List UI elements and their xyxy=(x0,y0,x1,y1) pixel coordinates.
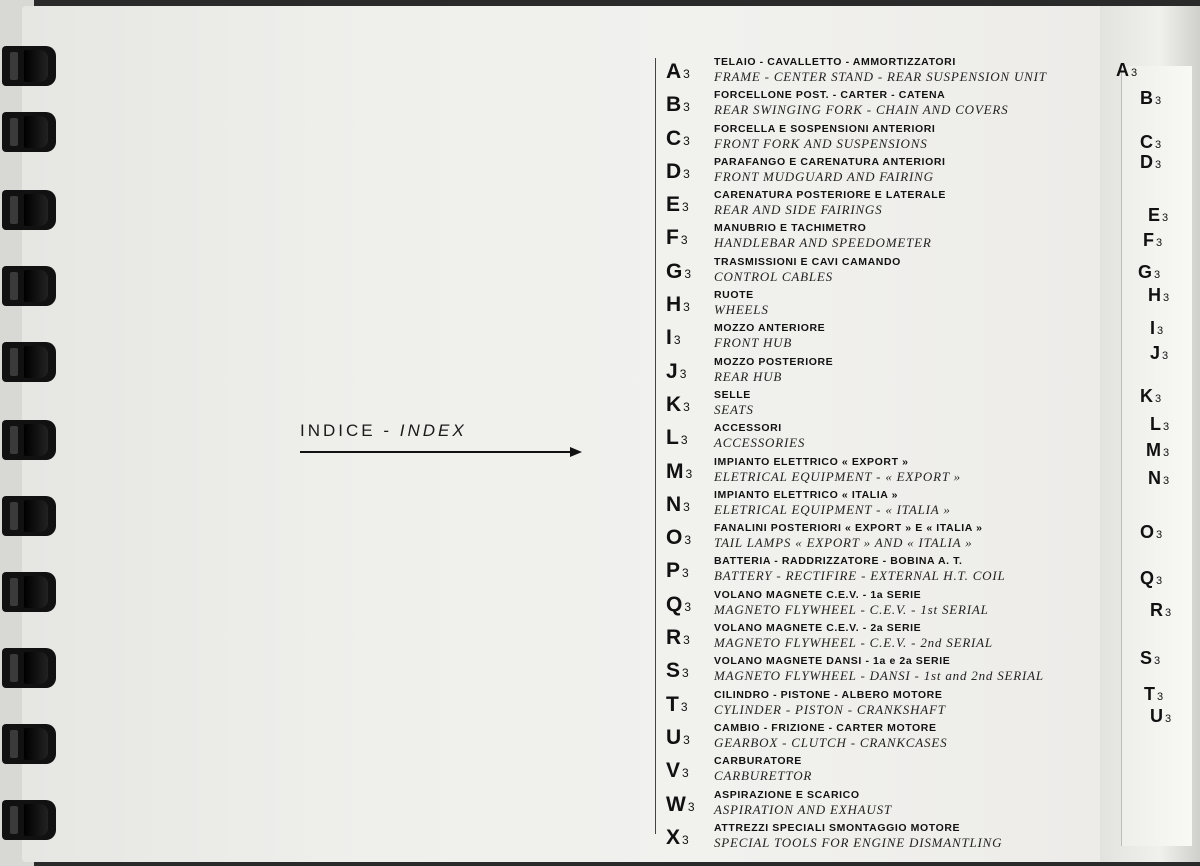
entry-title-italian: TRASMISSIONI E CAVI CAMANDO xyxy=(714,255,901,268)
section-tab[interactable] xyxy=(1143,230,1162,251)
index-entry[interactable] xyxy=(664,555,1104,588)
section-tab-letter: L xyxy=(1150,414,1161,434)
section-letter-text: E xyxy=(666,193,681,217)
section-tab-letter: K xyxy=(1140,386,1153,406)
binding-ring xyxy=(2,572,56,612)
section-number: 3 xyxy=(683,67,690,81)
index-title xyxy=(300,421,467,441)
entry-title-english: GEARBOX - CLUTCH - CRANKCASES xyxy=(714,734,948,750)
section-tab[interactable] xyxy=(1150,706,1171,727)
section-tab-letter: R xyxy=(1150,600,1163,620)
index-entry[interactable] xyxy=(664,322,1104,355)
section-letter-text: G xyxy=(666,259,683,283)
binding-ring xyxy=(2,266,56,306)
entry-title-english: REAR HUB xyxy=(714,368,783,384)
section-letter xyxy=(666,626,690,650)
entry-title-italian: CARENATURA POSTERIORE E LATERALE xyxy=(714,189,946,202)
section-letter xyxy=(666,293,690,317)
arrow-right-icon xyxy=(300,444,584,460)
index-entry[interactable] xyxy=(664,722,1104,755)
section-tab-number: 3 xyxy=(1131,67,1138,79)
section-tab[interactable] xyxy=(1138,262,1160,283)
section-letter-text: B xyxy=(666,93,682,117)
section-number: 3 xyxy=(683,633,690,648)
entry-title-italian: VOLANO MAGNETE C.E.V. - 2a SERIE xyxy=(714,622,922,635)
section-letter-text: C xyxy=(666,126,682,150)
index-title-sep: - xyxy=(375,421,400,440)
section-tab-number: 3 xyxy=(1163,475,1170,487)
section-number: 3 xyxy=(684,533,692,548)
section-tab[interactable] xyxy=(1140,648,1160,669)
entry-title-italian: MOZZO POSTERIORE xyxy=(714,355,834,368)
section-letter-text: N xyxy=(666,492,682,516)
entry-title-english: MAGNETO FLYWHEEL - C.E.V. - 2nd SERIAL xyxy=(714,635,993,651)
entry-title-english: FRONT FORK AND SUSPENSIONS xyxy=(714,135,928,151)
section-letter-text: W xyxy=(666,792,686,816)
section-number: 3 xyxy=(683,166,690,181)
section-number: 3 xyxy=(680,233,688,248)
entry-title-english: ACCESSORIES xyxy=(714,435,806,451)
section-tab-letter: O xyxy=(1140,522,1155,542)
entry-title-italian: CILINDRO - PISTONE - ALBERO MOTORE xyxy=(714,688,943,701)
section-letter xyxy=(666,160,690,184)
index-entry[interactable] xyxy=(664,689,1104,722)
binding-ring xyxy=(2,800,56,840)
entry-title-italian: VOLANO MAGNETE DANSI - 1a e 2a SERIE xyxy=(714,655,951,668)
section-letter-text: X xyxy=(666,825,681,849)
section-tab[interactable] xyxy=(1140,152,1161,173)
section-tab[interactable] xyxy=(1148,468,1169,489)
binding-ring xyxy=(2,648,56,688)
index-title-italic: INDEX xyxy=(399,421,467,440)
index-entry[interactable] xyxy=(664,389,1104,422)
entry-title-italian: SELLE xyxy=(714,388,751,401)
index-entry[interactable] xyxy=(664,789,1104,822)
section-letter-text: M xyxy=(666,459,684,483)
section-letter xyxy=(666,93,690,117)
section-tab-number: 3 xyxy=(1154,269,1161,281)
section-letter xyxy=(666,360,686,384)
entry-title-english: MAGNETO FLYWHEEL - DANSI - 1st and 2nd SERIAL xyxy=(714,668,1044,684)
section-tab-number: 3 xyxy=(1162,350,1169,362)
section-letter xyxy=(666,460,692,484)
section-tab-number: 3 xyxy=(1157,325,1164,337)
section-number: 3 xyxy=(680,699,688,714)
section-letter-text: K xyxy=(666,392,682,416)
entry-title-italian: ATTREZZI SPECIALI SMONTAGGIO MOTORE xyxy=(714,821,961,834)
section-tab-letter: N xyxy=(1148,468,1161,488)
entry-title-english: SEATS xyxy=(714,401,754,417)
entry-title-english: ELETRICAL EQUIPMENT - « EXPORT » xyxy=(714,468,961,484)
section-letter xyxy=(666,593,691,617)
section-number: 3 xyxy=(683,133,690,148)
index-entry[interactable] xyxy=(664,356,1104,389)
index-entry[interactable] xyxy=(664,489,1104,522)
entry-title-italian: MOZZO ANTERIORE xyxy=(714,322,826,335)
section-tab-letter: D xyxy=(1140,152,1153,172)
entry-title-english: WHEELS xyxy=(714,302,769,318)
entry-title-english: ELETRICAL EQUIPMENT - « ITALIA » xyxy=(714,501,951,517)
section-letter xyxy=(666,193,689,217)
binding-ring xyxy=(2,420,56,460)
section-number: 3 xyxy=(683,399,690,414)
section-letter-text: A xyxy=(666,60,682,83)
section-tab-letter: F xyxy=(1143,230,1154,250)
section-tab-number: 3 xyxy=(1155,393,1162,405)
section-tab-number: 3 xyxy=(1156,575,1163,587)
index-entry[interactable] xyxy=(664,289,1104,322)
section-tab-number: 3 xyxy=(1163,292,1170,304)
section-tab-number: 3 xyxy=(1155,95,1162,107)
entry-title-italian: IMPIANTO ELETTRICO « EXPORT » xyxy=(714,455,909,468)
binding-ring xyxy=(2,342,56,382)
section-number: 3 xyxy=(673,333,681,348)
section-letter xyxy=(666,60,690,84)
section-number: 3 xyxy=(682,666,689,681)
section-letter xyxy=(666,326,681,350)
section-tab-number: 3 xyxy=(1154,655,1161,667)
entry-title-italian: IMPIANTO ELETTRICO « ITALIA » xyxy=(714,488,899,501)
entry-title-italian: ACCESSORI xyxy=(714,422,782,435)
section-tab[interactable] xyxy=(1148,205,1168,226)
section-number: 3 xyxy=(683,100,690,115)
section-tab[interactable] xyxy=(1116,60,1137,81)
entry-title-english: ASPIRATION AND EXHAUST xyxy=(714,801,892,817)
entry-title-italian: FORCELLA E SOSPENSIONI ANTERIORI xyxy=(714,122,936,135)
section-number: 3 xyxy=(683,499,690,514)
section-tab[interactable] xyxy=(1148,285,1169,306)
section-letter-text: S xyxy=(666,659,681,683)
section-number: 3 xyxy=(682,766,689,781)
section-letter xyxy=(666,426,688,450)
section-letter-text: I xyxy=(666,326,672,350)
section-tab[interactable] xyxy=(1150,343,1168,364)
section-tab[interactable] xyxy=(1140,132,1161,153)
entry-title-english: FRONT HUB xyxy=(714,335,793,351)
binding-ring xyxy=(2,112,56,152)
section-letter-text: D xyxy=(666,159,682,183)
section-tab-letter: B xyxy=(1140,88,1153,108)
entry-title-english: REAR AND SIDE FAIRINGS xyxy=(714,202,883,218)
section-number: 3 xyxy=(683,300,690,315)
section-number: 3 xyxy=(683,732,690,747)
entry-title-italian: BATTERIA - RADDRIZZATORE - BOBINA A. T. xyxy=(714,555,963,568)
section-tab-number: 3 xyxy=(1156,529,1163,541)
section-letter-text: O xyxy=(666,526,683,550)
index-entry[interactable] xyxy=(664,123,1104,156)
section-tab[interactable] xyxy=(1150,318,1163,339)
section-letter xyxy=(666,260,691,284)
entry-title-italian: FORCELLONE POST. - CARTER - CATENA xyxy=(714,89,946,102)
entry-title-italian: VOLANO MAGNETE C.E.V. - 1a SERIE xyxy=(714,588,922,601)
entry-title-italian: CARBURATORE xyxy=(714,755,802,768)
section-letter xyxy=(666,793,695,817)
section-tab-letter: G xyxy=(1138,262,1153,282)
section-number: 3 xyxy=(687,799,695,814)
section-tab-letter: E xyxy=(1148,205,1161,225)
section-tab-number: 3 xyxy=(1163,447,1170,459)
section-tab[interactable] xyxy=(1146,440,1169,461)
entry-title-italian: FANALINI POSTERIORI « EXPORT » E « ITALIA » xyxy=(714,522,983,535)
section-tab-number: 3 xyxy=(1156,237,1163,249)
section-number: 3 xyxy=(680,433,688,448)
section-letter-text: F xyxy=(666,226,679,250)
section-tab-letter: A xyxy=(1116,60,1129,80)
section-tab-number: 3 xyxy=(1165,713,1172,725)
section-letter xyxy=(666,826,689,850)
entry-title-italian: ASPIRAZIONE E SCARICO xyxy=(714,788,860,801)
entry-title-english: FRONT MUDGUARD AND FAIRING xyxy=(714,168,934,184)
section-number: 3 xyxy=(682,832,689,847)
entry-title-english: HANDLEBAR AND SPEEDOMETER xyxy=(714,235,932,251)
section-tab-number: 3 xyxy=(1155,159,1162,171)
index-entry[interactable] xyxy=(664,755,1104,788)
section-tab-number: 3 xyxy=(1163,421,1170,433)
index-entry[interactable] xyxy=(664,89,1104,122)
entry-title-italian: RUOTE xyxy=(714,289,754,302)
index-entry[interactable] xyxy=(664,56,1104,89)
section-number: 3 xyxy=(684,599,692,614)
index-list xyxy=(664,56,1104,855)
section-number: 3 xyxy=(679,366,687,381)
index-entry[interactable] xyxy=(664,456,1104,489)
section-letter-text: V xyxy=(666,759,681,783)
entry-title-english: BATTERY - RECTIFIRE - EXTERNAL H.T. COIL xyxy=(714,568,1006,584)
entry-title-italian: MANUBRIO E TACHIMETRO xyxy=(714,222,867,235)
index-entry[interactable] xyxy=(664,256,1104,289)
section-letter xyxy=(666,493,690,517)
section-letter xyxy=(666,726,690,750)
section-letter xyxy=(666,759,689,783)
section-letter-text: L xyxy=(666,426,679,450)
section-letter-text: J xyxy=(666,359,678,383)
section-number: 3 xyxy=(685,466,693,481)
entry-title-english: CYLINDER - PISTON - CRANKSHAFT xyxy=(714,701,946,717)
entry-title-english: FRAME - CENTER STAND - REAR SUSPENSION UNIT xyxy=(714,69,1047,84)
section-tab[interactable] xyxy=(1140,386,1161,407)
binding-ring xyxy=(2,190,56,230)
binding-ring xyxy=(2,46,56,86)
index-entry[interactable] xyxy=(664,589,1104,622)
section-tab[interactable] xyxy=(1150,600,1171,621)
section-letter xyxy=(666,526,691,550)
entry-title-italian: PARAFANGO E CARENATURA ANTERIORI xyxy=(714,155,946,168)
section-tab-letter: C xyxy=(1140,132,1153,152)
section-letter xyxy=(666,127,690,151)
section-number: 3 xyxy=(682,200,689,215)
section-tab-number: 3 xyxy=(1162,212,1169,224)
section-tab-letter: M xyxy=(1146,440,1161,460)
section-letter-text: U xyxy=(666,725,682,749)
section-tab[interactable] xyxy=(1140,568,1162,589)
section-letter xyxy=(666,226,688,250)
index-entry[interactable] xyxy=(664,189,1104,222)
index-entry[interactable] xyxy=(664,422,1104,455)
index-entry[interactable] xyxy=(664,522,1104,555)
index-entry[interactable] xyxy=(664,622,1104,655)
section-tab-letter: J xyxy=(1150,343,1161,363)
section-tab-number: 3 xyxy=(1157,691,1164,703)
entry-title-english: CONTROL CABLES xyxy=(714,268,833,284)
section-tab-letter: I xyxy=(1150,318,1156,338)
section-letter xyxy=(666,693,688,717)
section-tab-number: 3 xyxy=(1155,139,1162,151)
index-entry[interactable] xyxy=(664,222,1104,255)
index-entry[interactable] xyxy=(664,156,1104,189)
section-letter xyxy=(666,659,689,683)
section-letter-text: T xyxy=(666,692,679,716)
section-tab-letter: S xyxy=(1140,648,1153,668)
index-title-main: INDICE xyxy=(300,421,376,440)
index-divider xyxy=(655,58,656,834)
section-tab[interactable] xyxy=(1140,88,1161,109)
entry-title-english: SPECIAL TOOLS FOR ENGINE DISMANTLING xyxy=(714,834,1003,850)
section-number: 3 xyxy=(684,266,692,281)
section-tab[interactable] xyxy=(1140,522,1162,543)
entry-title-italian: TELAIO - CAVALLETTO - AMMORTIZZATORI xyxy=(714,56,956,68)
entry-title-english: TAIL LAMPS « EXPORT » AND « ITALIA » xyxy=(714,535,973,551)
section-tab[interactable] xyxy=(1150,414,1169,435)
entry-title-english: REAR SWINGING FORK - CHAIN AND COVERS xyxy=(714,102,1009,118)
section-tab-letter: H xyxy=(1148,285,1161,305)
section-letter-text: Q xyxy=(666,592,683,616)
section-tab-number: 3 xyxy=(1165,607,1172,619)
section-letter-text: P xyxy=(666,559,681,583)
section-tab-letter: U xyxy=(1150,706,1163,726)
binding-ring xyxy=(2,496,56,536)
section-tab-letter: T xyxy=(1144,684,1155,704)
section-letter-text: R xyxy=(666,626,682,650)
section-number: 3 xyxy=(682,566,689,581)
entry-title-english: CARBURETTOR xyxy=(714,768,813,784)
entry-title-english: MAGNETO FLYWHEEL - C.E.V. - 1st SERIAL xyxy=(714,601,989,617)
entry-title-italian: CAMBIO - FRIZIONE - CARTER MOTORE xyxy=(714,721,937,734)
index-entry[interactable] xyxy=(664,822,1104,855)
index-entry[interactable] xyxy=(664,655,1104,688)
section-letter xyxy=(666,559,689,583)
binding-ring xyxy=(2,724,56,764)
section-letter xyxy=(666,393,690,417)
section-letter-text: H xyxy=(666,293,682,317)
section-tab-letter: Q xyxy=(1140,568,1155,588)
section-tab[interactable] xyxy=(1144,684,1163,705)
